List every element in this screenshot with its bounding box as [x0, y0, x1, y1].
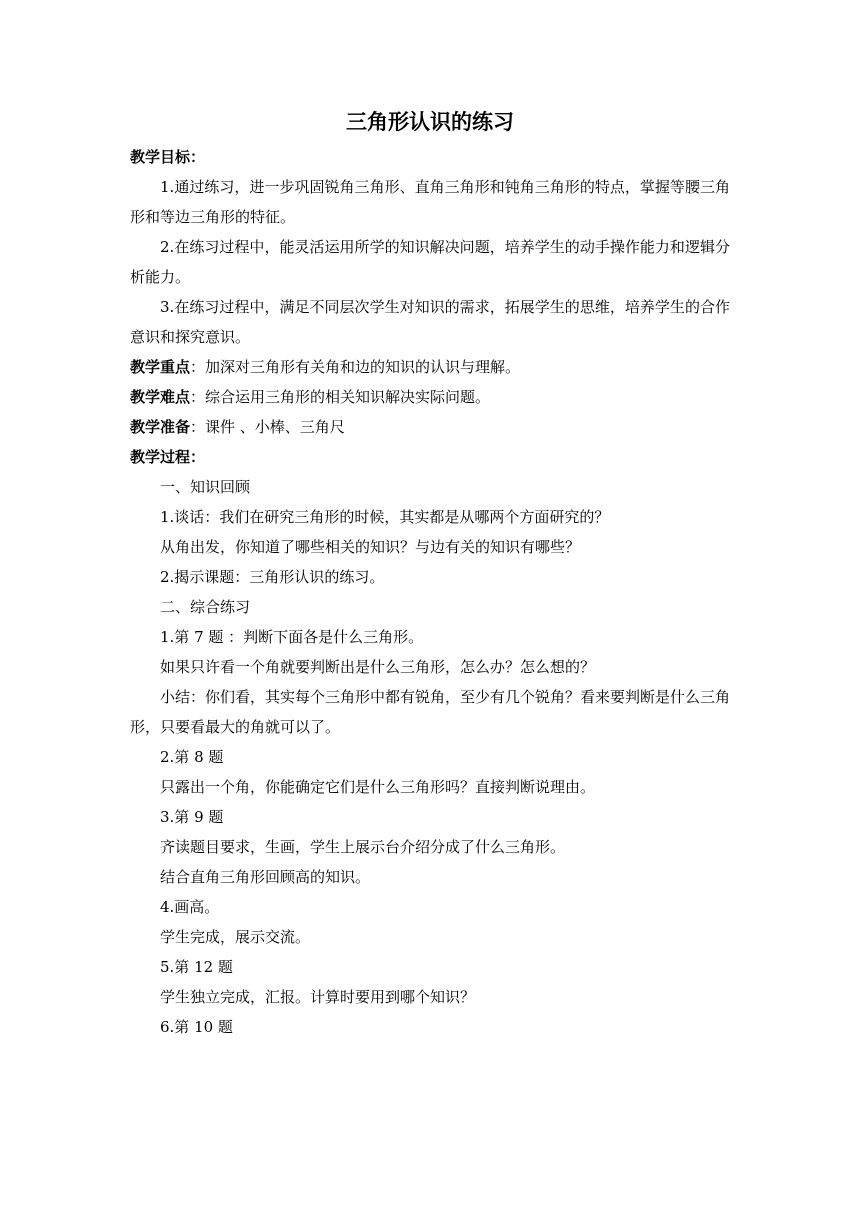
- objective-item-3: 3.在练习过程中，满足不同层次学生对知识的需求，拓展学生的思维，培养学生的合作意识和探究意识。: [130, 298, 730, 346]
- process-line: 学生完成，展示交流。: [160, 928, 311, 946]
- objectives-heading: 教学目标：: [130, 148, 206, 166]
- key-point-paragraph: [130, 352, 730, 382]
- process-line: 如果只许看一个角就要判断出是什么三角形，怎么办？怎么想的？: [160, 658, 596, 676]
- process-line: 只露出一个角，你能确定它们是什么三角形吗？直接判断说理由。: [160, 778, 596, 796]
- preparation-label: 教学准备: [130, 418, 191, 436]
- process-line: 齐读题目要求，生画，学生上展示台介绍分成了什么三角形。: [160, 838, 566, 856]
- page-title: 三角形认识的练习: [346, 110, 514, 134]
- process-line: 1.谈话：我们在研究三角形的时候，其实都是从哪两个方面研究的？: [160, 508, 610, 526]
- process-line: 4.画高。: [160, 898, 220, 916]
- process-line: 2.第 8 题: [160, 748, 224, 766]
- key-point-label: 教学重点: [130, 358, 191, 376]
- key-point-text: ：加深对三角形有关角和边的知识的认识与理解。: [190, 358, 521, 376]
- difficulty-paragraph: [130, 382, 730, 412]
- section-heading-practice: 二、综合练习: [160, 598, 251, 616]
- process-summary: 小结：你们看，其实每个三角形中都有锐角，至少有几个锐角？看来要判断是什么三角形，只要看最大的角就可以了。: [130, 688, 731, 736]
- process-line: 1.第 7 题 ：判断下面各是什么三角形。: [160, 628, 424, 646]
- process-line: 6.第 10 题: [160, 1018, 233, 1036]
- difficulty-label: 教学难点: [130, 388, 191, 406]
- objective-item-2: 2.在练习过程中，能灵活运用所学的知识解决问题，培养学生的动手操作能力和逻辑分析能力。: [130, 238, 730, 286]
- process-line: 3.第 9 题: [160, 808, 224, 826]
- document-body: [130, 142, 730, 1042]
- process-heading: 教学过程：: [130, 448, 206, 466]
- process-line: 结合直角三角形回顾高的知识。: [160, 868, 371, 886]
- section-heading-review: 一、知识回顾: [160, 478, 251, 496]
- process-line: 从角出发，你知道了哪些相关的知识？与边有关的知识有哪些？: [160, 538, 581, 556]
- preparation-paragraph: [130, 412, 730, 442]
- difficulty-text: ：综合运用三角形的相关知识解决实际问题。: [190, 388, 491, 406]
- process-line: 5.第 12 题: [160, 958, 233, 976]
- objective-item-1: 1.通过练习，进一步巩固锐角三角形、直角三角形和钝角三角形的特点，掌握等腰三角形和等边三角形的特征。: [130, 178, 730, 226]
- preparation-text: ：课件 、小棒、三角尺: [190, 418, 345, 436]
- process-line: 2.揭示课题：三角形认识的练习。: [160, 568, 385, 586]
- process-line: 学生独立完成，汇报。计算时要用到哪个知识？: [160, 988, 476, 1006]
